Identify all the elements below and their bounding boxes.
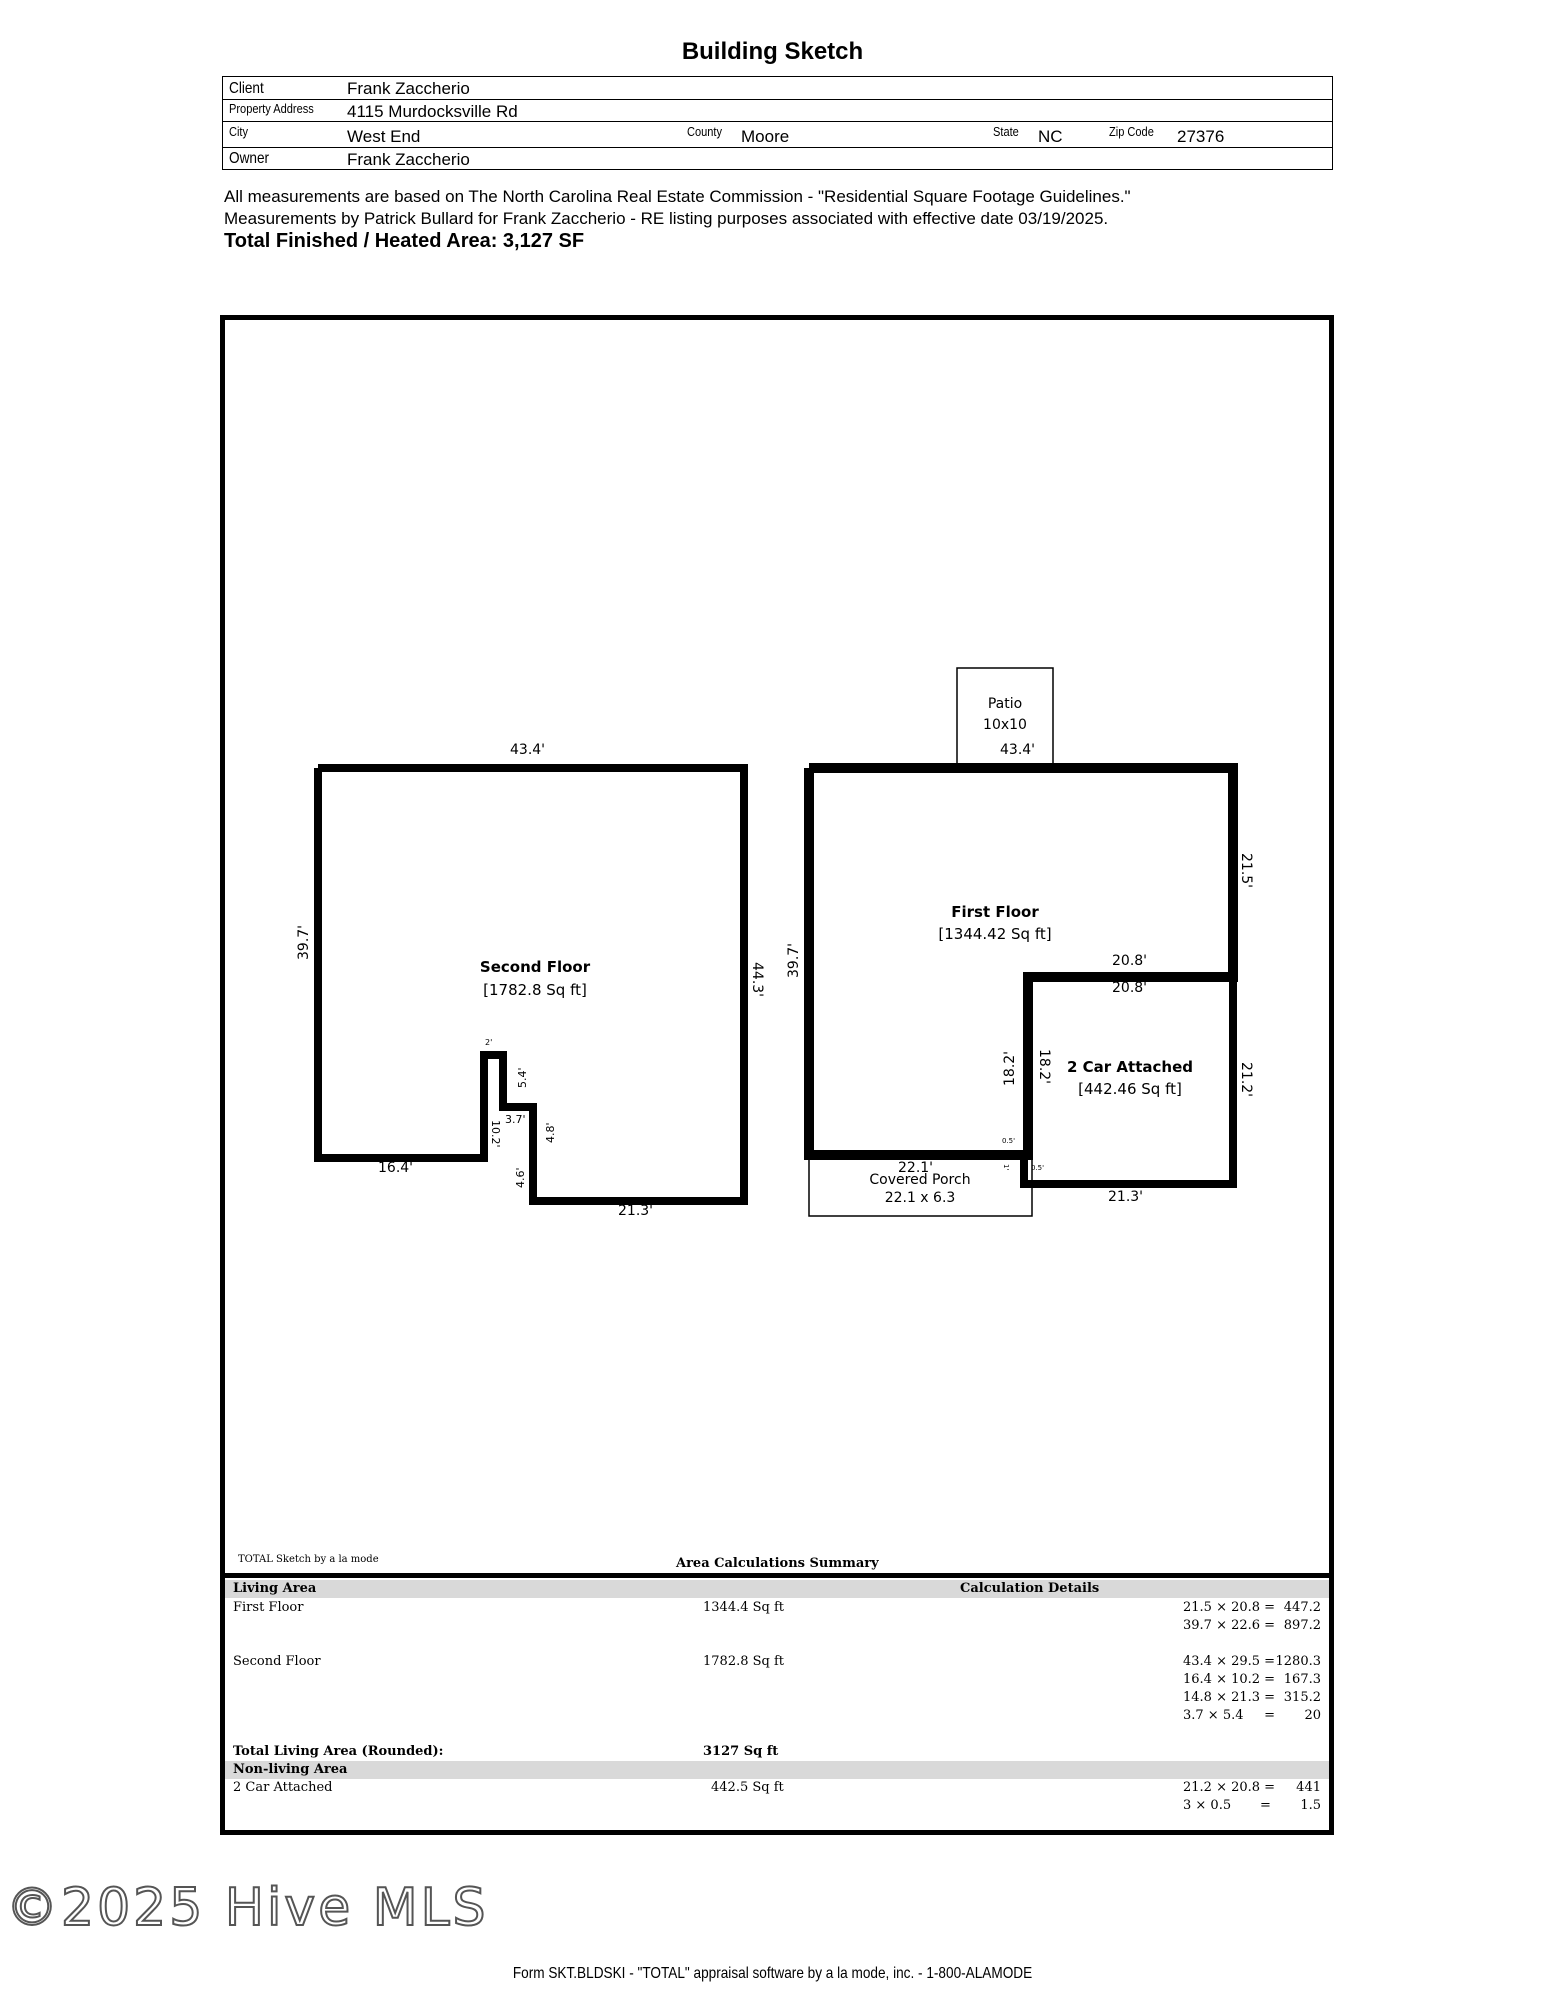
total-living-value: 3127 Sq ft <box>703 1744 779 1759</box>
second-floor-area: [1782.8 Sq ft] <box>483 981 587 999</box>
county-label: County <box>687 124 723 139</box>
watermark: ©2025 Hive MLS <box>6 1878 489 1938</box>
calc-expr: 3 × 0.5 = <box>1183 1798 1271 1813</box>
nonliving-area-header <box>225 1761 1329 1779</box>
dim-label: 0.5' <box>1031 1164 1045 1172</box>
living-area-header <box>225 1580 1329 1598</box>
dim-label: 21.2' <box>1238 1062 1254 1098</box>
state-value: NC <box>1038 127 1063 146</box>
second-floor-label: Second Floor <box>479 958 591 976</box>
calc-value: 447.2 <box>1283 1600 1321 1615</box>
first-floor-area: [1344.42 Sq ft] <box>938 925 1052 943</box>
nonliving-area-label: Non-living Area <box>233 1762 348 1777</box>
patio-label: Patio <box>987 696 1023 712</box>
first-floor-label: First Floor <box>951 903 1039 921</box>
zip-label: Zip Code <box>1109 124 1154 139</box>
calc-expr: 39.7 × 22.6 = <box>1183 1618 1276 1633</box>
row-area: 1782.8 Sq ft <box>703 1654 785 1669</box>
row-area: 1344.4 Sq ft <box>703 1600 785 1615</box>
calc-value: 1280.3 <box>1275 1654 1321 1669</box>
dim-label: 20.8' <box>1112 953 1148 969</box>
dim-label: 16.4' <box>378 1160 414 1176</box>
garage-area: [442.46 Sq ft] <box>1078 1080 1182 1098</box>
total-living-label: Total Living Area (Rounded): <box>233 1744 444 1759</box>
calc-expr: 3.7 × 5.4 = <box>1183 1708 1276 1723</box>
dim-label: 22.1' <box>898 1160 934 1176</box>
calc-expr: 43.4 × 29.5 = <box>1183 1654 1276 1669</box>
city-value: West End <box>347 127 421 146</box>
calc-value: 20 <box>1304 1708 1321 1723</box>
calc-details-label: Calculation Details <box>960 1581 1100 1596</box>
dim-label: 2' <box>485 1038 493 1047</box>
state-label: State <box>993 124 1019 139</box>
dim-label: 43.4' <box>1000 742 1036 758</box>
dim-label: 18.2' <box>1002 1050 1018 1086</box>
calc-value: 315.2 <box>1283 1690 1321 1705</box>
note-line-1: All measurements are based on The North Carolina Real Estate Commission - "Residential Square Footage Guidelines." <box>224 187 1131 206</box>
client-label: Client <box>229 80 264 97</box>
dim-label: 21.3' <box>618 1203 654 1219</box>
dim-label: 5.4' <box>516 1067 529 1088</box>
dim-label: 18.2' <box>1036 1049 1052 1085</box>
zip-value: 27376 <box>1177 127 1225 146</box>
note-line-2: Measurements by Patrick Bullard for Frank Zaccherio - RE listing purposes associated with effective date 03/19/2025. <box>224 209 1109 228</box>
total-heated-area: Total Finished / Heated Area: 3,127 SF <box>224 230 585 252</box>
porch-size: 22.1 x 6.3 <box>884 1190 956 1206</box>
county-value: Moore <box>741 127 790 146</box>
area-calculations-table <box>225 1578 1329 1830</box>
dim-label: 10.2' <box>489 1120 502 1148</box>
form-footer: Form SKT.BLDSKI - "TOTAL" appraisal software by a la mode, inc. - 1-800-ALAMODE <box>512 1965 1033 1982</box>
calc-value: 897.2 <box>1283 1618 1321 1633</box>
page-title: Building Sketch <box>681 38 864 65</box>
calc-expr: 21.5 × 20.8 = <box>1183 1600 1276 1615</box>
dim-label: 4.8' <box>544 1122 557 1143</box>
row-name: 2 Car Attached <box>233 1780 333 1795</box>
dim-label: 4.6' <box>514 1167 527 1188</box>
summary-title: Area Calculations Summary <box>676 1556 879 1571</box>
dim-label: 3.7' <box>505 1113 526 1126</box>
owner-label: Owner <box>229 150 270 167</box>
dim-label: 0.5' <box>1002 1137 1016 1145</box>
client-value: Frank Zaccherio <box>347 79 470 98</box>
address-value: 4115 Murdocksville Rd <box>347 102 518 121</box>
dim-label: 21.5' <box>1238 853 1254 889</box>
address-label: Property Address <box>229 101 314 116</box>
calc-expr: 14.8 × 21.3 = <box>1183 1690 1276 1705</box>
porch-label: Covered Porch <box>869 1172 971 1188</box>
city-label: City <box>229 124 249 139</box>
row-name: First Floor <box>233 1600 304 1615</box>
dim-label: 43.4' <box>510 742 546 758</box>
dim-label: 44.3' <box>749 962 765 998</box>
living-area-label: Living Area <box>233 1581 317 1596</box>
row-area: 442.5 Sq ft <box>711 1780 784 1795</box>
dim-label: 20.8' <box>1112 980 1148 996</box>
row-name: Second Floor <box>233 1654 321 1669</box>
calc-expr: 16.4 × 10.2 = <box>1183 1672 1276 1687</box>
dim-label: 1' <box>1002 1164 1010 1171</box>
calc-expr: 21.2 × 20.8 = <box>1183 1780 1276 1795</box>
calc-value: 441 <box>1296 1780 1321 1795</box>
owner-value: Frank Zaccherio <box>347 150 470 169</box>
calc-value: 1.5 <box>1300 1798 1321 1813</box>
patio-size: 10x10 <box>983 717 1027 733</box>
garage-label: 2 Car Attached <box>1067 1058 1193 1076</box>
dim-label: 39.7' <box>786 942 802 978</box>
sketch-credit: TOTAL Sketch by a la mode <box>238 1554 379 1565</box>
dim-label: 39.7' <box>296 924 312 960</box>
calc-value: 167.3 <box>1283 1672 1321 1687</box>
dim-label: 21.3' <box>1108 1189 1144 1205</box>
